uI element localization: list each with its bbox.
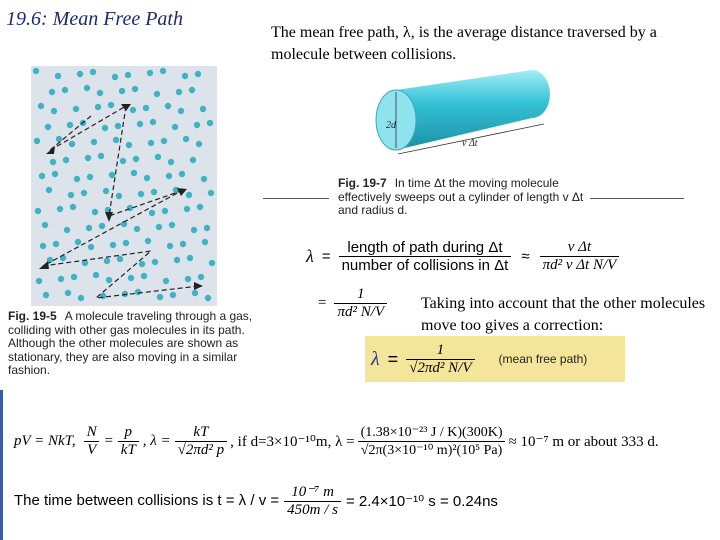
molecule-dot	[184, 206, 190, 212]
molecule-dot	[67, 122, 73, 128]
molecule-dot	[186, 192, 192, 198]
molecule-dot	[88, 244, 94, 250]
molecule-dot	[126, 142, 132, 148]
fig-19-5-text: A molecule traveling through a gas, colliding with other gas molecules in its path. Although the other molecules are shown as stationary, they are also moving in a similar fashion.	[8, 309, 253, 377]
molecule-dot	[120, 158, 126, 164]
time-prefix: The time between collisions is t = λ / v =	[14, 492, 280, 509]
molecule-dot	[122, 291, 128, 297]
molecule-dot	[152, 259, 158, 265]
numeric-denominator: √2π(3×10⁻¹⁰ m)²(10⁵ Pa)	[358, 441, 505, 459]
mean-free-path-formula	[365, 336, 625, 382]
molecule-dot	[167, 243, 173, 249]
lambda-result: ≈ 10⁻⁷ m or about 333 d.	[508, 434, 659, 450]
time-fraction	[284, 482, 341, 519]
molecule-dot	[180, 241, 186, 247]
molecule-dot	[74, 176, 80, 182]
p-numerator: p	[124, 424, 133, 440]
molecule-dot	[154, 91, 160, 97]
molecule-dot	[110, 242, 116, 248]
simplified-equation	[318, 286, 387, 321]
molecule-dot	[123, 240, 129, 246]
molecule-dot	[197, 204, 203, 210]
molecule-dot	[204, 225, 210, 231]
figure-background	[31, 66, 217, 306]
molecule-dot	[182, 73, 188, 79]
molecule-dot	[87, 174, 93, 180]
molecule-dot	[127, 205, 133, 211]
molecule-dot	[112, 74, 118, 80]
eq-sign-2: =	[160, 433, 171, 449]
molecule-dot	[176, 89, 182, 95]
molecule-dot	[36, 278, 42, 284]
time-numerator: 10⁻⁷ m	[291, 484, 334, 500]
molecule-dot	[160, 68, 166, 74]
molecule-dot	[104, 258, 110, 264]
molecule-dot	[55, 73, 61, 79]
molecule-dot	[57, 206, 63, 212]
molecule-dot	[150, 119, 156, 125]
molecule-dot	[90, 69, 96, 75]
p-over-kt	[118, 424, 139, 459]
molecule-dot	[165, 103, 171, 109]
molecule-dot	[191, 227, 197, 233]
molecule-dot	[202, 239, 208, 245]
path-over-collisions	[339, 239, 512, 274]
molecule-dot	[93, 272, 99, 278]
molecule-dot	[77, 71, 83, 77]
molecule-dot	[169, 222, 175, 228]
molecule-dot	[65, 290, 71, 296]
molecule-dot	[151, 189, 157, 195]
cylinder-figure	[362, 66, 554, 166]
time-result: = 2.4×10⁻¹⁰ s = 0.24ns	[345, 492, 498, 510]
molecule-dot	[86, 225, 92, 231]
molecule-dot	[119, 88, 125, 94]
molecule-dot	[62, 87, 68, 93]
fig-19-7-label: Fig. 19-7	[338, 176, 387, 190]
molecule-dot	[143, 105, 149, 111]
molecule-dot	[201, 176, 207, 182]
ratio-numerator: v Δt	[567, 239, 592, 255]
molecule-dot	[139, 261, 145, 267]
molecule-dot	[130, 107, 136, 113]
molecule-dot	[149, 210, 155, 216]
molecule-dot	[92, 209, 98, 215]
mfp-equals: =	[387, 348, 399, 369]
molecule-dot	[69, 141, 75, 147]
molecule-dot	[63, 157, 69, 163]
molecule-dot	[155, 154, 161, 160]
molecule-dot	[172, 124, 178, 130]
molecule-dot	[135, 289, 141, 295]
time-between-collisions	[14, 482, 498, 519]
molecule-dot	[116, 193, 122, 199]
molecule-dot	[43, 292, 49, 298]
molecule-dot	[162, 208, 168, 214]
molecule-dot	[73, 106, 79, 112]
molecule-dot	[189, 87, 195, 93]
molecule-dot	[133, 156, 139, 162]
molecule-dot	[84, 85, 90, 91]
ratio-fraction	[540, 239, 620, 274]
fig-19-7-text: In time Δt the moving molecule effectively sweeps out a cylinder of length v Δt and radius d.	[338, 176, 584, 217]
molecule-dot	[194, 122, 200, 128]
molecule-dot	[144, 175, 150, 181]
molecule-dot	[35, 208, 41, 214]
numeric-fraction	[358, 424, 506, 459]
molecule-dot	[174, 257, 180, 263]
molecule-dot	[70, 204, 76, 210]
molecule-dot	[208, 190, 214, 196]
molecule-dot	[97, 90, 103, 96]
molecule-dot	[205, 295, 211, 301]
molecule-dot	[134, 226, 140, 232]
molecule-dot	[71, 274, 77, 280]
molecule-dot	[91, 139, 97, 145]
time-denominator: 450m / s	[284, 501, 341, 519]
correction-text: Taking into account that the other molecules move too gives a correction:	[421, 295, 706, 334]
ideal-gas-derivation	[14, 424, 659, 459]
molecule-dot	[95, 104, 101, 110]
molecule-dot	[125, 72, 131, 78]
molecule-dot	[209, 260, 215, 266]
molecule-dot	[106, 277, 112, 283]
n-over-v	[84, 424, 100, 459]
molecule-dot	[168, 159, 174, 165]
molecule-dot	[192, 290, 198, 296]
molecule-dot	[196, 141, 202, 147]
molecule-dot	[64, 227, 70, 233]
molecule-dot	[131, 170, 137, 176]
intro-text: The mean free path, λ, is the average distance traversed by a molecule between collisions.	[271, 24, 657, 63]
molecule-dot	[103, 188, 109, 194]
molecule-dot	[81, 190, 87, 196]
molecule-dot	[157, 294, 163, 300]
molecule-dot	[56, 136, 62, 142]
molecule-dot	[52, 171, 58, 177]
molecule-dot	[113, 137, 119, 143]
lambda-label-2: , λ =	[142, 433, 171, 449]
molecule-dot	[109, 172, 115, 178]
molecule-dot	[161, 138, 167, 144]
molecule-dot	[115, 123, 121, 129]
lambda-definition-equation	[306, 239, 619, 274]
molecule-dot	[39, 173, 45, 179]
molecule-dot	[200, 106, 206, 112]
molecule-dot	[58, 276, 64, 282]
molecule-dot	[108, 102, 114, 108]
molecule-dot	[195, 71, 201, 77]
ratio-denominator: πd² v Δt N/V	[540, 256, 620, 274]
molecule-dot	[33, 68, 39, 74]
molecule-dot	[38, 103, 44, 109]
molecule-dot	[166, 173, 172, 179]
molecule-dot	[34, 138, 40, 144]
eq-sign-1: =	[103, 433, 114, 449]
molecule-dot	[137, 121, 143, 127]
molecule-dot	[100, 293, 106, 299]
molecule-dot	[50, 159, 56, 165]
simplified-fraction	[334, 286, 387, 321]
molecule-dot	[138, 191, 144, 197]
caption-rule-left	[263, 198, 329, 199]
v-denominator: V	[84, 441, 99, 459]
molecule-dot	[46, 187, 52, 193]
molecule-dot	[45, 124, 51, 130]
molecule-dot	[198, 274, 204, 280]
fig-19-7-caption	[338, 177, 584, 218]
molecule-dot	[51, 108, 57, 114]
molecule-dot	[141, 273, 147, 279]
molecule-dot	[132, 86, 138, 92]
molecule-dot	[49, 89, 55, 95]
mfp-numerator: 1	[436, 341, 445, 358]
simplified-numerator: 1	[357, 286, 365, 302]
diameter-label: 2d	[386, 120, 396, 131]
path-denominator: number of collisions in Δt	[339, 256, 512, 274]
approx-sign: ≈	[521, 248, 530, 265]
molecule-dot	[53, 241, 59, 247]
molecule-dot	[145, 238, 151, 244]
mfp-denominator: √2πd² N/V	[406, 359, 474, 377]
mfp-fraction	[406, 342, 474, 377]
kt-denominator: kT	[118, 441, 139, 459]
molecule-dot	[185, 276, 191, 282]
molecule-dot	[98, 153, 104, 159]
molecule-dot	[170, 292, 176, 298]
ideal-gas-law: pV = NkT,	[14, 433, 76, 449]
molecule-dot	[68, 192, 74, 198]
kt-numerator: kT	[193, 424, 209, 440]
molecule-dot	[85, 155, 91, 161]
molecule-dot	[148, 140, 154, 146]
molecule-dot	[147, 70, 153, 76]
molecule-dot	[117, 256, 123, 262]
kt-over-root	[175, 424, 228, 459]
molecule-dot	[78, 295, 84, 301]
molecule-dot	[75, 239, 81, 245]
molecule-dot	[163, 278, 169, 284]
molecule-dot	[183, 136, 189, 142]
simplified-denominator: πd² N/V	[334, 303, 387, 321]
slide-accent-bar	[0, 390, 3, 540]
if-d-text: , if d=3×10⁻¹⁰m, λ =	[230, 434, 355, 450]
slide-title: 19.6: Mean Free Path	[6, 8, 183, 30]
lambda-symbol: λ	[306, 246, 314, 266]
fig-19-5-caption	[8, 310, 253, 378]
path-numerator: length of path during Δt	[347, 239, 503, 256]
molecule-dot	[128, 275, 134, 281]
molecule-dot	[207, 120, 213, 126]
n-numerator: N	[86, 424, 97, 440]
fig-19-5-label: Fig. 19-5	[8, 309, 57, 323]
mfp-lambda: λ	[371, 347, 380, 370]
molecule-dot	[178, 108, 184, 114]
root-denominator: √2πd² p	[175, 441, 228, 459]
molecule-dot	[179, 171, 185, 177]
molecule-dot	[40, 243, 46, 249]
molecule-dot	[187, 255, 193, 261]
molecule-dot	[99, 223, 105, 229]
molecule-dot	[190, 157, 196, 163]
lambda-2: λ	[150, 433, 157, 449]
numeric-numerator: (1.38×10⁻²³ J / K)(300K)	[360, 425, 503, 440]
molecule-dot	[156, 224, 162, 230]
mfp-note: (mean free path)	[498, 352, 588, 366]
molecule-dot	[42, 222, 48, 228]
molecule-path-figure	[31, 66, 217, 306]
caption-rule-right	[590, 198, 684, 199]
molecule-dot	[102, 125, 108, 131]
length-label: v Δt	[462, 138, 478, 149]
simplified-equals: =	[318, 295, 327, 311]
equals-sign: =	[321, 248, 331, 265]
